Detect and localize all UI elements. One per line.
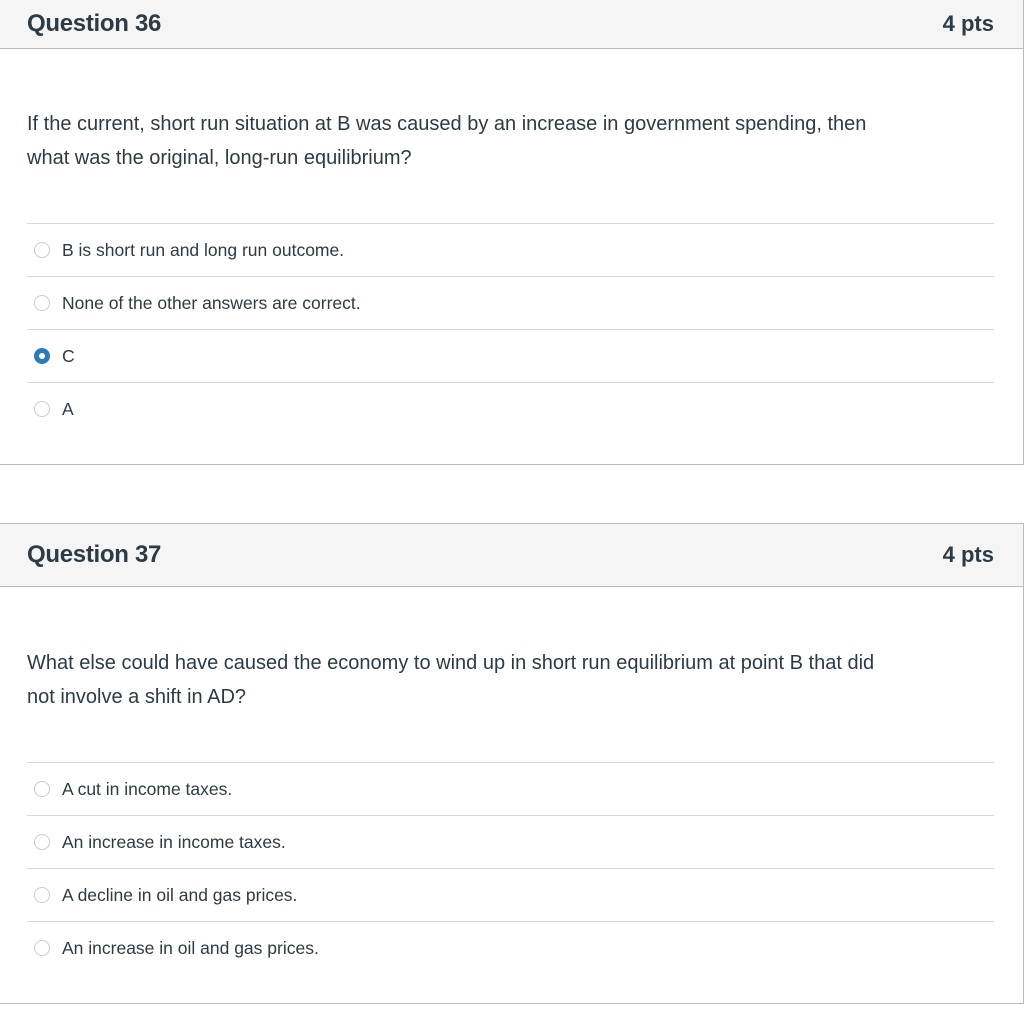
answer-list: [27, 762, 994, 974]
question-text: [0, 107, 1023, 175]
answer-option[interactable]: [27, 223, 994, 276]
answer-option[interactable]: [27, 382, 994, 435]
radio-button-icon[interactable]: [34, 781, 50, 797]
question-title: Question 37: [27, 541, 162, 568]
answer-option[interactable]: [27, 921, 994, 974]
question-points: 4 pts: [942, 542, 994, 567]
radio-button-icon[interactable]: [34, 887, 50, 903]
question-text: [0, 646, 1023, 714]
answer-label: A cut in income taxes.: [62, 778, 233, 799]
question-text-line: What else could have caused the economy to wind up in short run equilibrium at point B that did: [27, 652, 875, 674]
answer-label: An increase in oil and gas prices.: [62, 937, 319, 958]
question-header: [0, 524, 1023, 587]
question-37: [0, 523, 1024, 1004]
answer-label: A decline in oil and gas prices.: [62, 884, 298, 905]
question-text-line: If the current, short run situation at B was caused by an increase in government spending, then: [27, 113, 867, 135]
radio-button-icon[interactable]: [34, 940, 50, 956]
answer-option[interactable]: [27, 815, 994, 868]
radio-button-icon[interactable]: [34, 242, 50, 258]
question-36: [0, 0, 1024, 465]
answer-label: An increase in income taxes.: [62, 831, 286, 852]
answer-list: [27, 223, 994, 435]
answer-label: A: [62, 398, 74, 419]
answer-option[interactable]: [27, 329, 994, 382]
question-title: Question 36: [27, 10, 162, 37]
question-header: [0, 0, 1023, 49]
radio-button-icon[interactable]: [34, 834, 50, 850]
answer-option[interactable]: [27, 868, 994, 921]
question-text-line: what was the original, long-run equilibrium?: [27, 147, 412, 169]
answer-option[interactable]: [27, 276, 994, 329]
radio-button-selected-icon[interactable]: [34, 348, 50, 364]
answer-option[interactable]: [27, 762, 994, 815]
radio-button-icon[interactable]: [34, 295, 50, 311]
answer-label: C: [62, 345, 75, 366]
question-points: 4 pts: [942, 11, 994, 36]
question-text-line: not involve a shift in AD?: [27, 686, 247, 708]
radio-button-icon[interactable]: [34, 401, 50, 417]
answer-label: None of the other answers are correct.: [62, 292, 361, 313]
answer-label: B is short run and long run outcome.: [62, 239, 345, 260]
